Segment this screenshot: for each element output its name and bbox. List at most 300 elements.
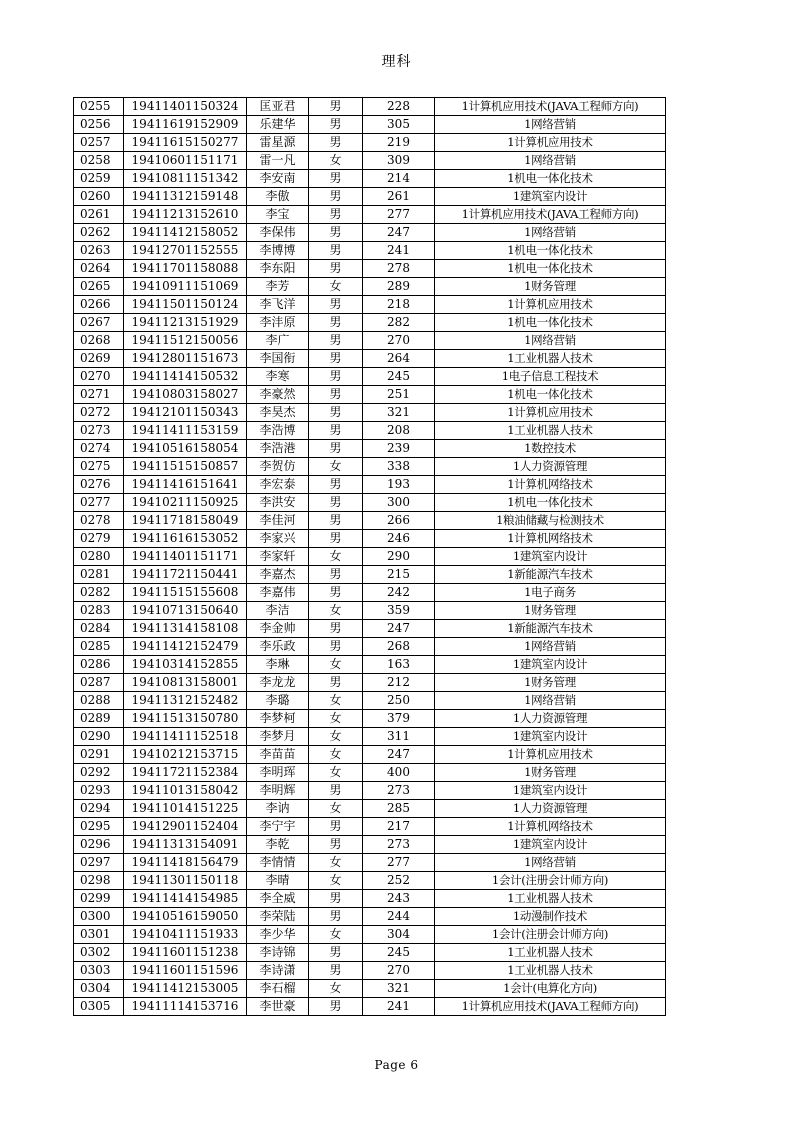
exam-id-cell: 19411301150118	[124, 872, 247, 890]
exam-id-cell: 19411615150277	[124, 134, 247, 152]
major-cell: 1建筑室内设计	[435, 782, 666, 800]
score-cell: 277	[363, 206, 435, 224]
seq-number-cell: 0282	[74, 584, 124, 602]
student-name-cell: 李世豪	[247, 998, 309, 1016]
table-row	[74, 692, 666, 710]
exam-id-cell: 19411501150124	[124, 296, 247, 314]
score-cell: 277	[363, 854, 435, 872]
score-cell: 273	[363, 782, 435, 800]
table-row	[74, 260, 666, 278]
student-name-cell: 李晴	[247, 872, 309, 890]
table-row	[74, 116, 666, 134]
seq-number-cell: 0263	[74, 242, 124, 260]
exam-id-cell: 19411718158049	[124, 512, 247, 530]
student-name-cell: 李家兴	[247, 530, 309, 548]
seq-number-cell: 0271	[74, 386, 124, 404]
gender-cell: 男	[309, 962, 363, 980]
major-cell: 1计算机应用技术	[435, 296, 666, 314]
table-row	[74, 566, 666, 584]
seq-number-cell: 0298	[74, 872, 124, 890]
table-row	[74, 818, 666, 836]
score-cell: 245	[363, 944, 435, 962]
table-row	[74, 224, 666, 242]
table-row	[74, 602, 666, 620]
seq-number-cell: 0293	[74, 782, 124, 800]
table-row	[74, 476, 666, 494]
major-cell: 1机电一体化技术	[435, 170, 666, 188]
seq-number-cell: 0301	[74, 926, 124, 944]
major-cell: 1网络营销	[435, 332, 666, 350]
seq-number-cell: 0281	[74, 566, 124, 584]
major-cell: 1建筑室内设计	[435, 188, 666, 206]
seq-number-cell: 0276	[74, 476, 124, 494]
major-cell: 1工业机器人技术	[435, 422, 666, 440]
score-cell: 321	[363, 980, 435, 998]
major-cell: 1建筑室内设计	[435, 548, 666, 566]
major-cell: 1机电一体化技术	[435, 260, 666, 278]
exam-id-cell: 19411014151225	[124, 800, 247, 818]
table-row	[74, 836, 666, 854]
table-row	[74, 908, 666, 926]
seq-number-cell: 0272	[74, 404, 124, 422]
score-cell: 252	[363, 872, 435, 890]
gender-cell: 女	[309, 926, 363, 944]
student-name-cell: 李家轩	[247, 548, 309, 566]
table-row	[74, 980, 666, 998]
seq-number-cell: 0255	[74, 98, 124, 116]
student-name-cell: 李金帅	[247, 620, 309, 638]
score-cell: 270	[363, 962, 435, 980]
major-cell: 1会计(注册会计师方向)	[435, 872, 666, 890]
student-name-cell: 李傲	[247, 188, 309, 206]
gender-cell: 男	[309, 260, 363, 278]
student-name-cell: 李宁宇	[247, 818, 309, 836]
major-cell: 1计算机应用技术	[435, 404, 666, 422]
seq-number-cell: 0264	[74, 260, 124, 278]
student-name-cell: 雷星源	[247, 134, 309, 152]
student-name-cell: 乐建华	[247, 116, 309, 134]
seq-number-cell: 0303	[74, 962, 124, 980]
student-name-cell: 李寒	[247, 368, 309, 386]
gender-cell: 男	[309, 296, 363, 314]
seq-number-cell: 0294	[74, 800, 124, 818]
gender-cell: 女	[309, 602, 363, 620]
score-cell: 214	[363, 170, 435, 188]
gender-cell: 男	[309, 116, 363, 134]
table-row	[74, 512, 666, 530]
major-cell: 1人力资源管理	[435, 458, 666, 476]
score-cell: 270	[363, 332, 435, 350]
student-name-cell: 李梦月	[247, 728, 309, 746]
student-name-cell: 李明珲	[247, 764, 309, 782]
table-row	[74, 746, 666, 764]
exam-id-cell: 19411213151929	[124, 314, 247, 332]
major-cell: 1人力资源管理	[435, 710, 666, 728]
exam-id-cell: 19410911151069	[124, 278, 247, 296]
student-name-cell: 李石榴	[247, 980, 309, 998]
exam-id-cell: 19412101150343	[124, 404, 247, 422]
seq-number-cell: 0279	[74, 530, 124, 548]
seq-number-cell: 0302	[74, 944, 124, 962]
seq-number-cell: 0278	[74, 512, 124, 530]
seq-number-cell: 0280	[74, 548, 124, 566]
gender-cell: 男	[309, 440, 363, 458]
exam-id-cell: 19411312159148	[124, 188, 247, 206]
seq-number-cell: 0256	[74, 116, 124, 134]
seq-number-cell: 0284	[74, 620, 124, 638]
exam-id-cell: 19411601151596	[124, 962, 247, 980]
student-name-cell: 李豪然	[247, 386, 309, 404]
table-row	[74, 314, 666, 332]
gender-cell: 女	[309, 980, 363, 998]
table-row	[74, 944, 666, 962]
exam-id-cell: 19411601151238	[124, 944, 247, 962]
seq-number-cell: 0268	[74, 332, 124, 350]
score-cell: 239	[363, 440, 435, 458]
gender-cell: 男	[309, 368, 363, 386]
major-cell: 1工业机器人技术	[435, 890, 666, 908]
exam-id-cell: 19410803158027	[124, 386, 247, 404]
major-cell: 1计算机网络技术	[435, 818, 666, 836]
score-cell: 338	[363, 458, 435, 476]
seq-number-cell: 0262	[74, 224, 124, 242]
student-name-cell: 李飞洋	[247, 296, 309, 314]
student-name-cell: 李诗潇	[247, 962, 309, 980]
major-cell: 1工业机器人技术	[435, 350, 666, 368]
table-row	[74, 296, 666, 314]
table-row	[74, 98, 666, 116]
student-name-cell: 李博博	[247, 242, 309, 260]
gender-cell: 女	[309, 458, 363, 476]
score-cell: 305	[363, 116, 435, 134]
major-cell: 1财务管理	[435, 602, 666, 620]
gender-cell: 男	[309, 998, 363, 1016]
major-cell: 1机电一体化技术	[435, 386, 666, 404]
student-name-cell: 李洁	[247, 602, 309, 620]
major-cell: 1计算机应用技术	[435, 746, 666, 764]
score-cell: 285	[363, 800, 435, 818]
score-cell: 289	[363, 278, 435, 296]
seq-number-cell: 0265	[74, 278, 124, 296]
major-cell: 1网络营销	[435, 854, 666, 872]
student-name-cell: 李广	[247, 332, 309, 350]
gender-cell: 女	[309, 764, 363, 782]
exam-id-cell: 19411515155608	[124, 584, 247, 602]
exam-id-cell: 19410811151342	[124, 170, 247, 188]
student-name-cell: 李佳河	[247, 512, 309, 530]
score-cell: 300	[363, 494, 435, 512]
exam-id-cell: 19410211150925	[124, 494, 247, 512]
gender-cell: 女	[309, 746, 363, 764]
seq-number-cell: 0292	[74, 764, 124, 782]
gender-cell: 女	[309, 854, 363, 872]
exam-id-cell: 19411213152610	[124, 206, 247, 224]
student-name-cell: 雷一凡	[247, 152, 309, 170]
page-title: 理科	[381, 54, 412, 70]
student-name-cell: 李浩港	[247, 440, 309, 458]
score-cell: 273	[363, 836, 435, 854]
score-cell: 400	[363, 764, 435, 782]
score-cell: 250	[363, 692, 435, 710]
gender-cell: 男	[309, 584, 363, 602]
score-cell: 243	[363, 890, 435, 908]
score-cell: 241	[363, 242, 435, 260]
gender-cell: 男	[309, 206, 363, 224]
table-row	[74, 638, 666, 656]
score-cell: 245	[363, 368, 435, 386]
table-row	[74, 926, 666, 944]
score-cell: 290	[363, 548, 435, 566]
major-cell: 1新能源汽车技术	[435, 566, 666, 584]
score-cell: 379	[363, 710, 435, 728]
seq-number-cell: 0295	[74, 818, 124, 836]
gender-cell: 男	[309, 638, 363, 656]
gender-cell: 男	[309, 350, 363, 368]
gender-cell: 男	[309, 530, 363, 548]
major-cell: 1新能源汽车技术	[435, 620, 666, 638]
score-cell: 163	[363, 656, 435, 674]
exam-id-cell: 19411312152482	[124, 692, 247, 710]
exam-id-cell: 19411313154091	[124, 836, 247, 854]
major-cell: 1电子商务	[435, 584, 666, 602]
student-name-cell: 李贺仿	[247, 458, 309, 476]
exam-id-cell: 19411414154985	[124, 890, 247, 908]
score-cell: 244	[363, 908, 435, 926]
score-cell: 266	[363, 512, 435, 530]
gender-cell: 男	[309, 134, 363, 152]
gender-cell: 男	[309, 836, 363, 854]
seq-number-cell: 0259	[74, 170, 124, 188]
exam-id-cell: 19410314152855	[124, 656, 247, 674]
major-cell: 1数控技术	[435, 440, 666, 458]
gender-cell: 男	[309, 818, 363, 836]
gender-cell: 男	[309, 242, 363, 260]
student-name-cell: 李乐政	[247, 638, 309, 656]
exam-id-cell: 19411721152384	[124, 764, 247, 782]
student-name-cell: 李全威	[247, 890, 309, 908]
student-name-cell: 李洪安	[247, 494, 309, 512]
major-cell: 1粮油储藏与检测技术	[435, 512, 666, 530]
student-name-cell: 李昊杰	[247, 404, 309, 422]
score-cell: 218	[363, 296, 435, 314]
seq-number-cell: 0286	[74, 656, 124, 674]
exam-id-cell: 19411412158052	[124, 224, 247, 242]
gender-cell: 女	[309, 800, 363, 818]
score-cell: 208	[363, 422, 435, 440]
exam-id-cell: 19410601151171	[124, 152, 247, 170]
gender-cell: 女	[309, 692, 363, 710]
major-cell: 1网络营销	[435, 152, 666, 170]
gender-cell: 男	[309, 476, 363, 494]
student-name-cell: 李沣原	[247, 314, 309, 332]
score-cell: 251	[363, 386, 435, 404]
gender-cell: 男	[309, 332, 363, 350]
score-cell: 246	[363, 530, 435, 548]
seq-number-cell: 0296	[74, 836, 124, 854]
student-name-cell: 李嘉伟	[247, 584, 309, 602]
table-row	[74, 584, 666, 602]
table-row	[74, 800, 666, 818]
major-cell: 1网络营销	[435, 638, 666, 656]
major-cell: 1财务管理	[435, 674, 666, 692]
major-cell: 1电子信息工程技术	[435, 368, 666, 386]
major-cell: 1建筑室内设计	[435, 728, 666, 746]
score-cell: 215	[363, 566, 435, 584]
exam-id-cell: 19410516158054	[124, 440, 247, 458]
table-row	[74, 278, 666, 296]
exam-id-cell: 19412901152404	[124, 818, 247, 836]
table-row	[74, 494, 666, 512]
exam-id-cell: 19411114153716	[124, 998, 247, 1016]
student-name-cell: 李琳	[247, 656, 309, 674]
table-row	[74, 332, 666, 350]
exam-id-cell: 19411414150532	[124, 368, 247, 386]
seq-number-cell: 0269	[74, 350, 124, 368]
gender-cell: 女	[309, 548, 363, 566]
seq-number-cell: 0261	[74, 206, 124, 224]
score-cell: 311	[363, 728, 435, 746]
page-number: Page 6	[374, 1058, 419, 1072]
seq-number-cell: 0288	[74, 692, 124, 710]
major-cell: 1动漫制作技术	[435, 908, 666, 926]
major-cell: 1工业机器人技术	[435, 944, 666, 962]
exam-id-cell: 19410411151933	[124, 926, 247, 944]
major-cell: 1建筑室内设计	[435, 656, 666, 674]
student-name-cell: 李少华	[247, 926, 309, 944]
student-name-cell: 李讷	[247, 800, 309, 818]
seq-number-cell: 0297	[74, 854, 124, 872]
exam-id-cell: 19412801151673	[124, 350, 247, 368]
major-cell: 1计算机网络技术	[435, 476, 666, 494]
exam-id-cell: 19411411153159	[124, 422, 247, 440]
table-row	[74, 404, 666, 422]
seq-number-cell: 0304	[74, 980, 124, 998]
gender-cell: 男	[309, 782, 363, 800]
gender-cell: 男	[309, 494, 363, 512]
table-row	[74, 386, 666, 404]
gender-cell: 男	[309, 314, 363, 332]
exam-id-cell: 19412701152555	[124, 242, 247, 260]
seq-number-cell: 0285	[74, 638, 124, 656]
gender-cell: 男	[309, 944, 363, 962]
exam-id-cell: 19410516159050	[124, 908, 247, 926]
table-row	[74, 440, 666, 458]
score-cell: 304	[363, 926, 435, 944]
exam-id-cell: 19411701158088	[124, 260, 247, 278]
gender-cell: 男	[309, 98, 363, 116]
gender-cell: 男	[309, 566, 363, 584]
exam-id-cell: 19411013158042	[124, 782, 247, 800]
exam-id-cell: 19411616153052	[124, 530, 247, 548]
table-row	[74, 188, 666, 206]
gender-cell: 男	[309, 620, 363, 638]
gender-cell: 男	[309, 908, 363, 926]
seq-number-cell: 0287	[74, 674, 124, 692]
table-row	[74, 998, 666, 1016]
seq-number-cell: 0277	[74, 494, 124, 512]
gender-cell: 女	[309, 656, 363, 674]
table-row	[74, 134, 666, 152]
student-name-cell: 李芳	[247, 278, 309, 296]
exam-id-cell: 19411515150857	[124, 458, 247, 476]
score-cell: 217	[363, 818, 435, 836]
exam-id-cell: 19411412153005	[124, 980, 247, 998]
student-name-cell: 李苗苗	[247, 746, 309, 764]
table-row	[74, 728, 666, 746]
gender-cell: 女	[309, 710, 363, 728]
student-name-cell: 李乾	[247, 836, 309, 854]
gender-cell: 女	[309, 872, 363, 890]
gender-cell: 男	[309, 188, 363, 206]
gender-cell: 女	[309, 278, 363, 296]
table-row	[74, 170, 666, 188]
exam-id-cell: 19410813158001	[124, 674, 247, 692]
table-row	[74, 674, 666, 692]
student-name-cell: 李荣陆	[247, 908, 309, 926]
seq-number-cell: 0273	[74, 422, 124, 440]
seq-number-cell: 0290	[74, 728, 124, 746]
student-name-cell: 李宝	[247, 206, 309, 224]
score-cell: 309	[363, 152, 435, 170]
gender-cell: 男	[309, 674, 363, 692]
score-cell: 241	[363, 998, 435, 1016]
major-cell: 1计算机网络技术	[435, 530, 666, 548]
seq-number-cell: 0300	[74, 908, 124, 926]
major-cell: 1财务管理	[435, 278, 666, 296]
exam-id-cell: 19411314158108	[124, 620, 247, 638]
major-cell: 1网络营销	[435, 692, 666, 710]
score-cell: 247	[363, 620, 435, 638]
student-name-cell: 李梦柯	[247, 710, 309, 728]
score-cell: 219	[363, 134, 435, 152]
table-row	[74, 710, 666, 728]
major-cell: 1财务管理	[435, 764, 666, 782]
student-name-cell: 李诗锦	[247, 944, 309, 962]
exam-id-cell: 19411418156479	[124, 854, 247, 872]
gender-cell: 男	[309, 170, 363, 188]
gender-cell: 男	[309, 890, 363, 908]
exam-id-cell: 19411721150441	[124, 566, 247, 584]
seq-number-cell: 0258	[74, 152, 124, 170]
exam-id-cell: 19411412152479	[124, 638, 247, 656]
gender-cell: 男	[309, 422, 363, 440]
major-cell: 1机电一体化技术	[435, 494, 666, 512]
seq-number-cell: 0275	[74, 458, 124, 476]
table-row	[74, 890, 666, 908]
table-row	[74, 764, 666, 782]
seq-number-cell: 0257	[74, 134, 124, 152]
student-name-cell: 李安南	[247, 170, 309, 188]
major-cell: 1人力资源管理	[435, 800, 666, 818]
exam-id-cell: 19411401151171	[124, 548, 247, 566]
table-row	[74, 548, 666, 566]
major-cell: 1网络营销	[435, 224, 666, 242]
table-row	[74, 530, 666, 548]
student-name-cell: 李嘉杰	[247, 566, 309, 584]
student-name-cell: 李国衔	[247, 350, 309, 368]
seq-number-cell: 0291	[74, 746, 124, 764]
student-name-cell: 匡亚君	[247, 98, 309, 116]
table-row	[74, 962, 666, 980]
seq-number-cell: 0305	[74, 998, 124, 1016]
table-row	[74, 368, 666, 386]
major-cell: 1会计(电算化方向)	[435, 980, 666, 998]
major-cell: 1机电一体化技术	[435, 314, 666, 332]
student-name-cell: 李明辉	[247, 782, 309, 800]
gender-cell: 男	[309, 386, 363, 404]
table-row	[74, 152, 666, 170]
seq-number-cell: 0260	[74, 188, 124, 206]
